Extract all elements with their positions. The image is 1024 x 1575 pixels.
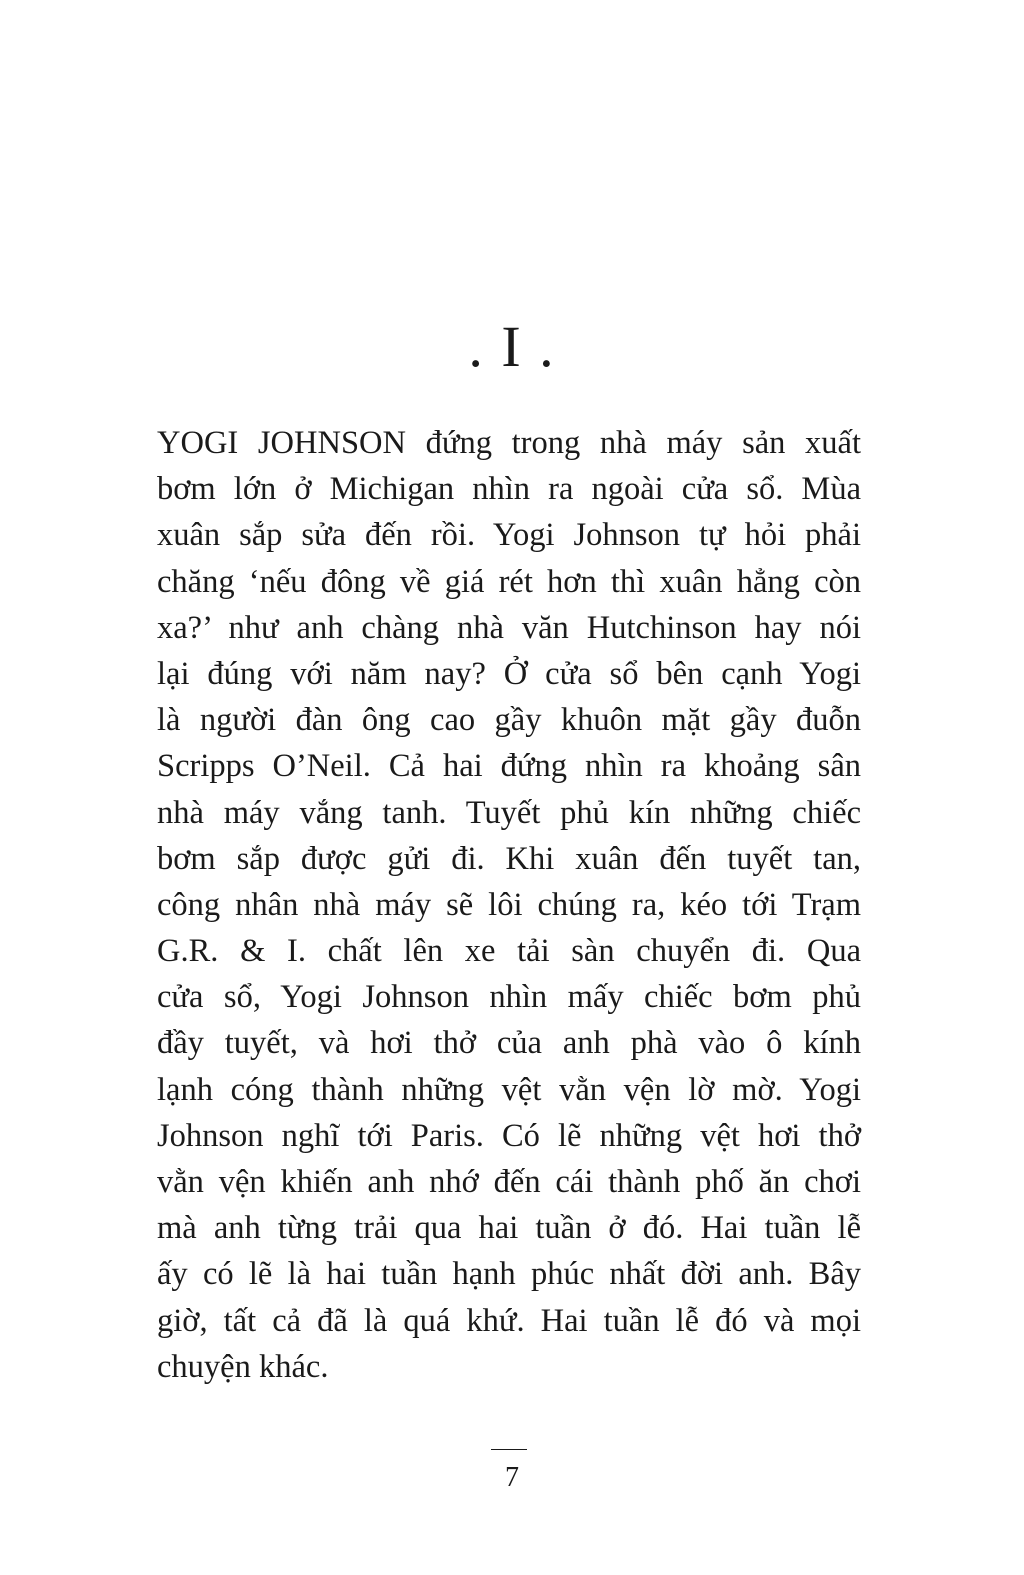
text-line: chăng ‘nếu đông về giá rét hơn thì xuân hẳng còn [157, 563, 861, 600]
text-line: đầy tuyết, và hơi thở của anh phà vào ô kính [157, 1025, 861, 1062]
text-line: Johnson nghĩ tới Paris. Có lẽ những vệt hơi thở [157, 1117, 861, 1154]
page-number: 7 [505, 1462, 519, 1493]
text-line: mà anh từng trải qua hai tuần ở đó. Hai tuần lễ [157, 1210, 861, 1247]
text-line: xuân sắp sửa đến rồi. Yogi Johnson tự hỏi phải [157, 517, 861, 554]
chapter-heading: . I . [468, 314, 556, 379]
text-line-last: chuyện khác. [157, 1348, 329, 1385]
text-line: bơm sắp được gửi đi. Khi xuân đến tuyết tan, [157, 840, 861, 877]
text-line: lạnh cóng thành những vệt vằn vện lờ mờ. Yogi [157, 1071, 861, 1108]
text-line: cửa sổ, Yogi Johnson nhìn mấy chiếc bơm phủ [157, 979, 861, 1016]
page-number-rule [491, 1449, 527, 1450]
text-line: công nhân nhà máy sẽ lôi chúng ra, kéo tới Trạm [157, 886, 861, 923]
text-line: giờ, tất cả đã là quá khứ. Hai tuần lễ đó và mọi [157, 1302, 861, 1339]
text-line: nhà máy vắng tanh. Tuyết phủ kín những chiếc [157, 794, 861, 831]
text-line: YOGI JOHNSON đứng trong nhà máy sản xuất [157, 425, 861, 461]
text-line: bơm lớn ở Michigan nhìn ra ngoài cửa sổ. Mùa [157, 471, 861, 508]
text-line: G.R. & I. chất lên xe tải sàn chuyển đi. Qua [157, 933, 861, 970]
body-paragraph [157, 420, 861, 1390]
text-line: xa?’ như anh chàng nhà văn Hutchinson hay nói [157, 609, 861, 646]
text-line: Scripps O’Neil. Cả hai đứng nhìn ra khoảng sân [157, 748, 861, 785]
text-line: ấy có lẽ là hai tuần hạnh phúc nhất đời anh. Bây [157, 1256, 861, 1293]
text-line: là người đàn ông cao gầy khuôn mặt gầy đuỗn [157, 702, 861, 739]
text-line: lại đúng với năm nay? Ở cửa sổ bên cạnh Yogi [157, 655, 861, 692]
text-line: vằn vện khiến anh nhớ đến cái thành phố ăn chơi [157, 1164, 861, 1200]
